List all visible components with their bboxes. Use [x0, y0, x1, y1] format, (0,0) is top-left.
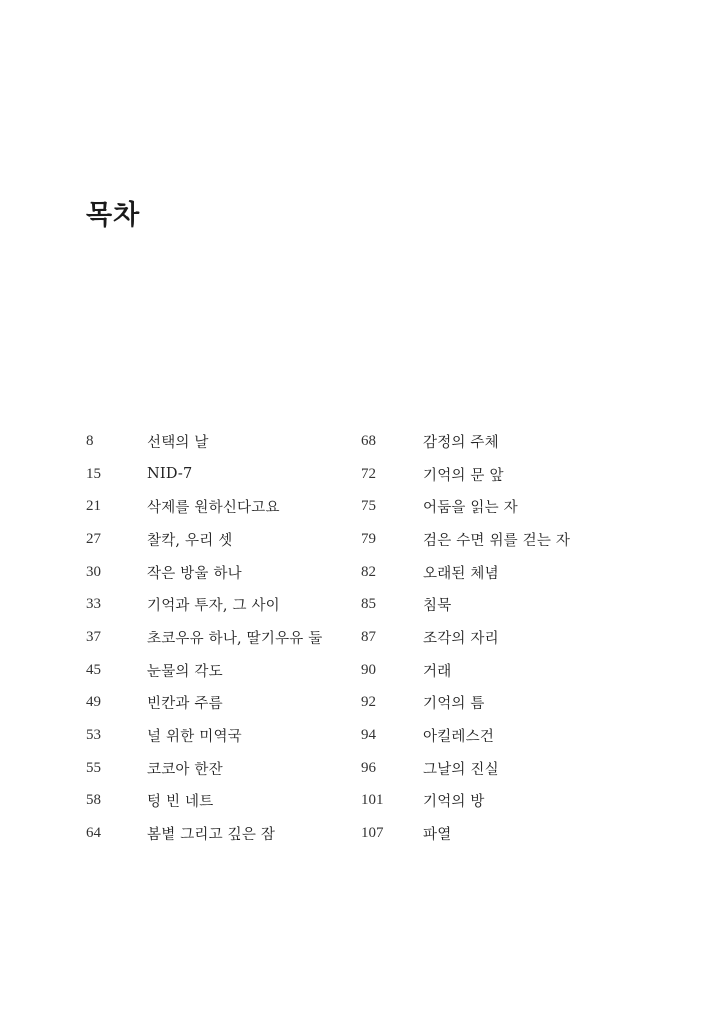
toc-page-number: 27 [86, 530, 101, 547]
toc-entry[interactable] [361, 588, 661, 621]
toc-chapter-title: 기억의 방 [423, 794, 485, 811]
toc-entry[interactable] [86, 719, 356, 752]
toc-page-number: 53 [86, 727, 101, 744]
toc-page-number: 72 [361, 465, 376, 482]
toc-page-number: 101 [361, 792, 384, 809]
toc-page-number: 75 [361, 498, 376, 515]
toc-chapter-title: 찰칵, 우리 셋 [147, 532, 233, 549]
toc-page-number: 87 [361, 628, 376, 645]
toc-entry[interactable] [86, 752, 356, 785]
toc-entry[interactable] [86, 490, 356, 523]
toc-entry[interactable] [86, 588, 356, 621]
toc-chapter-title: 오래된 체념 [423, 565, 499, 582]
toc-entry[interactable] [86, 785, 356, 818]
toc-entry[interactable] [361, 752, 661, 785]
toc-chapter-title: 검은 수면 위를 걷는 자 [423, 532, 571, 549]
toc-chapter-title: 선택의 날 [147, 434, 209, 451]
toc-page-number: 92 [361, 694, 376, 711]
toc-page-number: 64 [86, 825, 101, 842]
toc-chapter-title: 기억의 틈 [423, 696, 485, 713]
toc-page-number: 45 [86, 661, 101, 678]
toc-entry[interactable] [86, 817, 356, 850]
toc-entry[interactable] [86, 687, 356, 720]
toc-chapter-title: 거래 [423, 663, 452, 680]
toc-entry[interactable] [86, 654, 356, 687]
toc-page-number: 79 [361, 530, 376, 547]
toc-page-number: 96 [361, 759, 376, 776]
toc-chapter-title: 봄볕 그리고 깊은 잠 [147, 827, 276, 844]
toc-entry[interactable] [361, 621, 661, 654]
toc-chapter-title: 감정의 주체 [423, 434, 499, 451]
toc-entry[interactable] [361, 785, 661, 818]
toc-chapter-title: 눈물의 각도 [147, 663, 223, 680]
toc-right-column [361, 425, 661, 850]
toc-chapter-title: 기억과 투자, 그 사이 [147, 598, 280, 615]
toc-chapter-title: 삭제를 원하신다고요 [147, 500, 280, 517]
toc-entry[interactable] [361, 425, 661, 458]
toc-page-number: 68 [361, 432, 376, 449]
toc-chapter-title: 어둠을 읽는 자 [423, 500, 518, 517]
toc-entry[interactable] [86, 621, 356, 654]
toc-entry[interactable] [361, 490, 661, 523]
toc-entry[interactable] [361, 719, 661, 752]
toc-chapter-title: 작은 방울 하나 [147, 565, 242, 582]
toc-page-number: 15 [86, 465, 101, 482]
toc-page-number: 94 [361, 727, 376, 744]
toc-chapter-title: 빈칸과 주름 [147, 696, 223, 713]
toc-entry[interactable] [86, 523, 356, 556]
toc-page-number: 107 [361, 825, 384, 842]
toc-page-number: 85 [361, 596, 376, 613]
toc-chapter-title: 텅 빈 네트 [147, 794, 214, 811]
toc-chapter-title: 초코우유 하나, 딸기우유 둘 [147, 630, 323, 647]
toc-entry[interactable] [86, 425, 356, 458]
toc-entry[interactable] [361, 654, 661, 687]
toc-chapter-title: 파열 [423, 827, 452, 844]
toc-chapter-title: 기억의 문 앞 [423, 467, 504, 484]
toc-page-number: 90 [361, 661, 376, 678]
toc-entry[interactable] [86, 556, 356, 589]
toc-chapter-title: NID-7 [147, 466, 193, 483]
toc-chapter-title: 침묵 [423, 598, 452, 615]
toc-page-number: 33 [86, 596, 101, 613]
toc-page-number: 82 [361, 563, 376, 580]
toc-page-number: 58 [86, 792, 101, 809]
page-title: 목차 [86, 200, 141, 231]
toc-entry[interactable] [86, 458, 356, 491]
toc-chapter-title: 널 위한 미역국 [147, 729, 242, 746]
toc-page-number: 37 [86, 628, 101, 645]
toc-page-number: 21 [86, 498, 101, 515]
toc-page-number: 30 [86, 563, 101, 580]
toc-chapter-title: 그날의 진실 [423, 761, 499, 778]
toc-entry[interactable] [361, 458, 661, 491]
toc-left-column [86, 425, 356, 850]
toc-page-number: 55 [86, 759, 101, 776]
toc-chapter-title: 조각의 자리 [423, 630, 499, 647]
toc-entry[interactable] [361, 556, 661, 589]
toc-entry[interactable] [361, 687, 661, 720]
toc-entry[interactable] [361, 817, 661, 850]
toc-page-number: 8 [86, 432, 94, 449]
toc-page-number: 49 [86, 694, 101, 711]
toc-chapter-title: 코코아 한잔 [147, 761, 223, 778]
toc-entry[interactable] [361, 523, 661, 556]
toc-chapter-title: 아킬레스건 [423, 729, 495, 746]
